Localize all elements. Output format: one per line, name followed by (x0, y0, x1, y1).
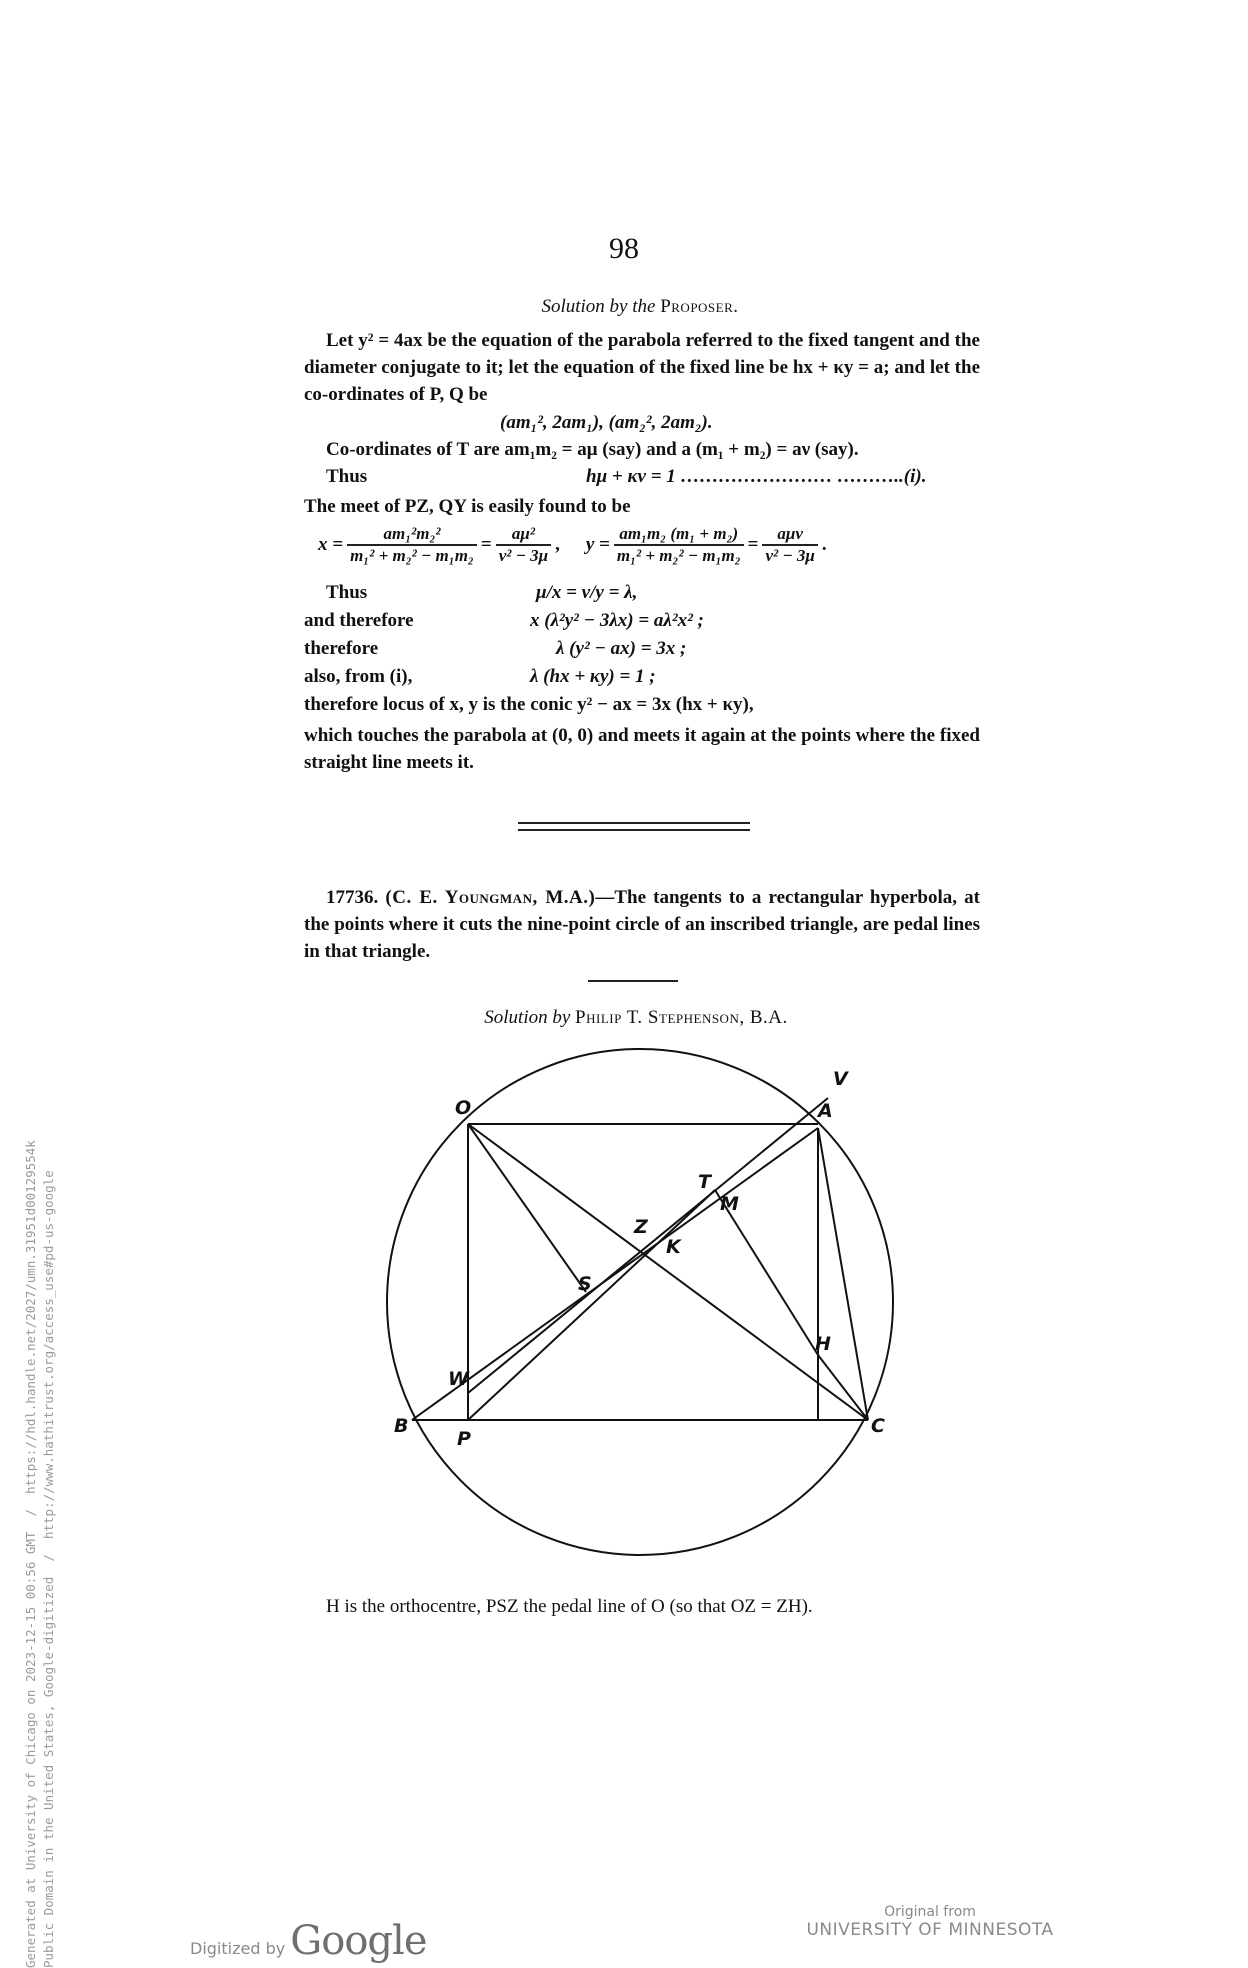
label-b: B (394, 1415, 409, 1437)
label-t: T (698, 1171, 711, 1193)
line-oc (468, 1124, 868, 1420)
digitized-by-text: Digitized by (190, 1939, 286, 1958)
x-equals: = (480, 534, 492, 555)
solution2-heading-prefix: Solution by (484, 1007, 571, 1028)
google-logo: Google (290, 1918, 427, 1964)
y-numerator-1: am₁m₂ (m₁ + m₂) (614, 524, 744, 546)
also-label: also, from (i), (304, 666, 413, 687)
label-a: A (818, 1100, 833, 1122)
label-v: V (833, 1068, 848, 1090)
problem-number: 17736. (326, 887, 379, 908)
coordinates-p-q: (am₁², 2am₁), (am₂², 2am₂). (500, 412, 713, 433)
label-w: W (448, 1368, 469, 1390)
thus-label-1: Thus (326, 466, 368, 487)
thus-label-2: Thus (326, 582, 368, 603)
formula-period: . (821, 534, 827, 555)
label-c: C (871, 1415, 885, 1437)
y-denominator-1: m₁² + m₂² − m₁m₂ (616, 546, 741, 565)
x-lhs: x = (318, 534, 344, 555)
solution-heading-prefix: Solution by the (541, 296, 656, 317)
footer-digitized-by (190, 1918, 426, 1964)
label-s: S (578, 1273, 592, 1295)
original-from-text: Original from (884, 1904, 976, 1920)
solution2-heading-name: Philip T. Stephenson, B.A. (575, 1007, 788, 1028)
line-ac (818, 1128, 868, 1420)
line-ba (412, 1128, 818, 1420)
equation-i: hμ + κν = 1 …………………… ………..(i). (586, 466, 927, 487)
pedal-line-psz (468, 1190, 715, 1420)
locus-line: therefore locus of x, y is the conic y² − ax = 3x (hx + κy), (304, 694, 754, 715)
label-p: P (457, 1428, 471, 1450)
diagram-caption: H is the orthocentre, PSZ the pedal line of O (so that OZ = ZH). (326, 1596, 813, 1617)
paragraph-parabola-setup: Let y² = 4ax be the equation of the parabola referred to the fixed tangent and the diameter conjugate to it; let the equation of the fixed line be hx + κy = a; and let the co-ordinates of P, Q be (304, 330, 980, 405)
page-number: 98 (609, 232, 639, 265)
line-os (468, 1124, 586, 1292)
x-denominator-1: m₁² + m₂² − m₁m₂ (350, 546, 474, 565)
formula-comma: , (555, 534, 560, 555)
label-h: H (815, 1333, 831, 1355)
x-numerator-1: am₁²m₂² (347, 524, 477, 546)
problem-author: (C. E. Youngman, M.A.) (385, 887, 596, 908)
coordinates-of-t: Co-ordinates of T are am₁m₂ = aμ (say) and a (m₁ + m₂) = aν (say). (326, 439, 859, 460)
hathitrust-watermark (22, 1140, 58, 1968)
y-equals: = (747, 534, 759, 555)
label-o: O (455, 1097, 472, 1119)
y-numerator-2: aμν (762, 524, 817, 546)
label-m: M (720, 1193, 739, 1215)
x-numerator-2: aμ² (496, 524, 551, 546)
meet-of-pz-qy: The meet of PZ, QY is easily found to be (304, 496, 631, 517)
watermark-line-1: Generated at University of Chicago on 2023-12-15 00:56 GMT / https://hdl.handle.net/2027/umn.31951d00129554k (23, 1140, 38, 1968)
y-denominator-2: ν² − 3μ (765, 546, 815, 565)
x-denominator-2: ν² − 3μ (498, 546, 549, 565)
solution-heading-name: Proposer. (660, 296, 739, 317)
equation-mu-nu-lambda: μ/x = ν/y = λ, (536, 582, 638, 603)
equation-also: λ (hx + κy) = 1 ; (530, 666, 656, 687)
footer-original-from (790, 1904, 1070, 1940)
university-name: UNIVERSITY OF MINNESOTA (806, 1920, 1054, 1940)
problem-statement: —The tangents to a rectangular hyperbola, at the points where it cuts the nine-point circle of an inscribed triangle, are pedal lines in that triangle. (304, 887, 980, 962)
equation-therefore: λ (y² − ax) = 3x ; (556, 638, 687, 659)
therefore-label: therefore (304, 638, 379, 659)
y-lhs: y = (585, 534, 610, 555)
and-therefore-label: and therefore (304, 610, 414, 631)
final-paragraph: which touches the parabola at (0, 0) and meets it again at the points where the fixed straight line meets it. (304, 725, 980, 773)
label-z: Z (634, 1216, 648, 1238)
equation-and-therefore: x (λ²y² − 3λx) = aλ²x² ; (530, 610, 704, 631)
watermark-line-2: Public Domain in the United States, Google-digitized / http://www.hathitrust.org/access_use#pd-us-google (41, 1170, 56, 1968)
line-wv (468, 1098, 828, 1393)
label-k: K (666, 1236, 681, 1258)
